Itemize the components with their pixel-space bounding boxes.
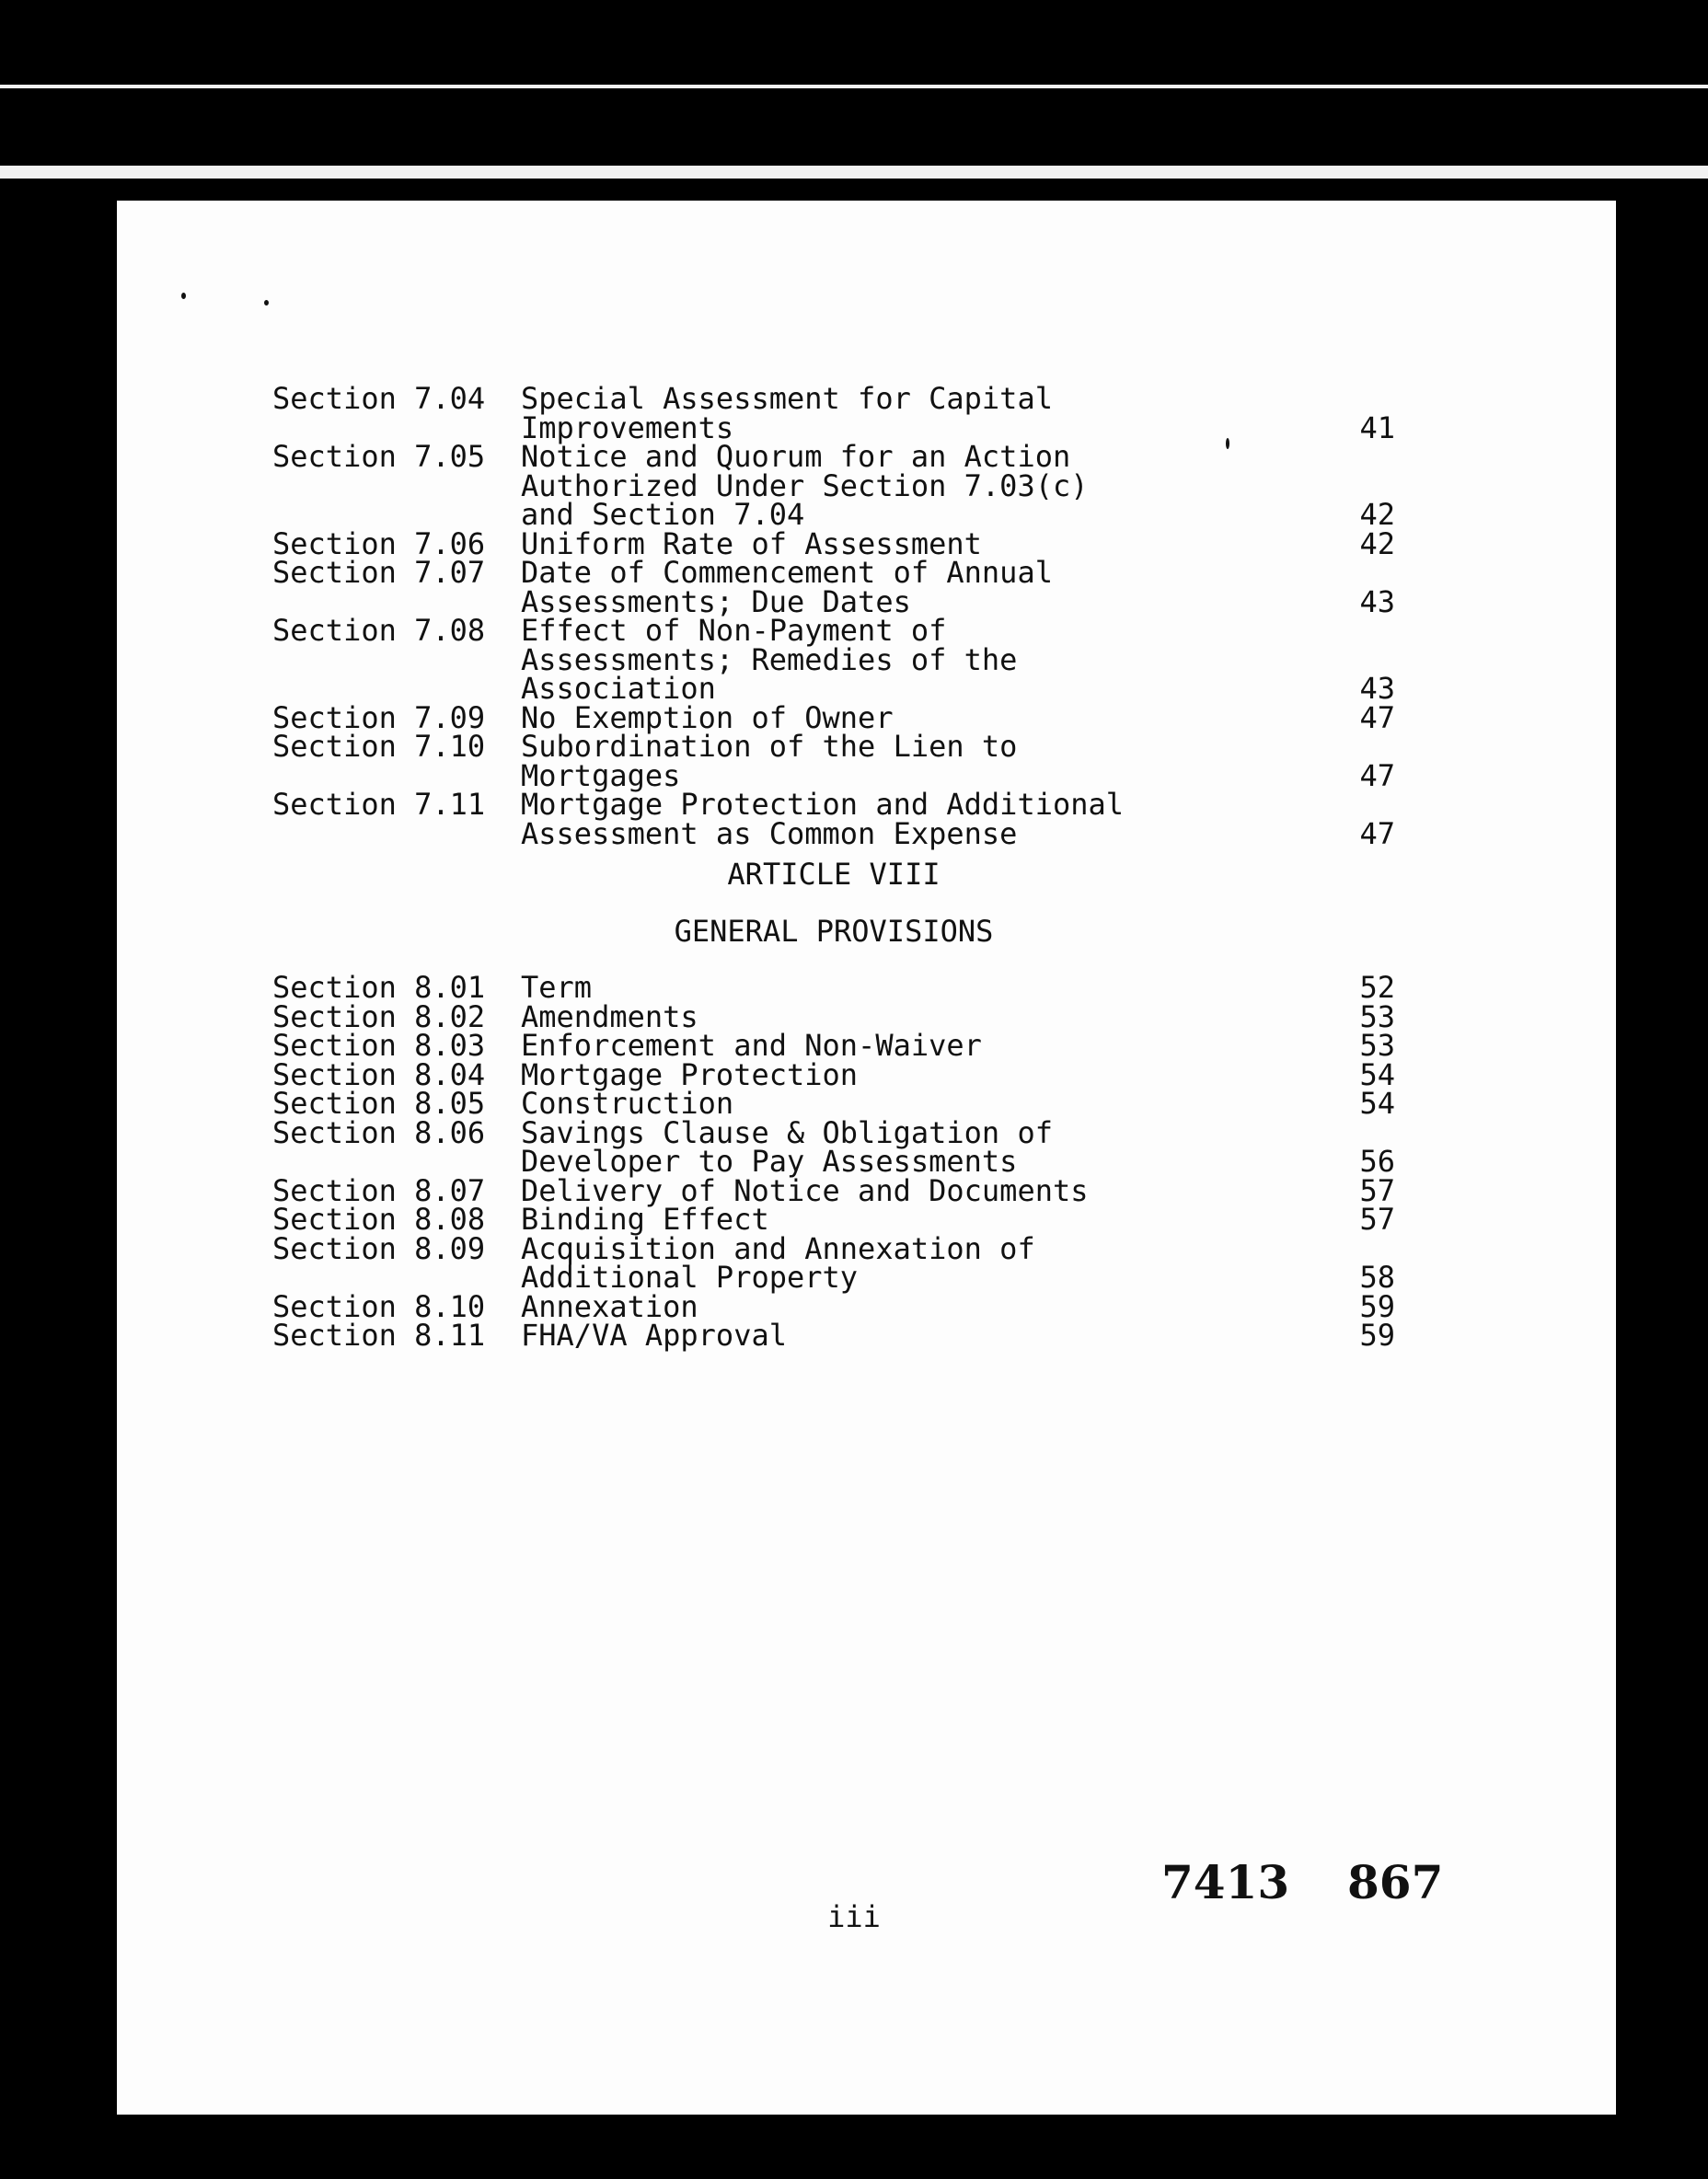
section-title-line: Annexation <box>521 1288 698 1324</box>
table-of-contents <box>272 381 1395 1353</box>
toc-entry <box>272 1318 1395 1353</box>
toc-entry <box>272 787 1395 851</box>
section-page-number: 56 <box>1359 1144 1395 1179</box>
section-number: Section 8.02 <box>272 998 486 1034</box>
section-page-number: 54 <box>1359 1086 1395 1121</box>
section-title <box>521 1202 1202 1237</box>
section-number: Section 7.08 <box>272 613 486 648</box>
section-title-line: Delivery of Notice and Documents <box>521 1172 1089 1208</box>
section-title-line: No Exemption of Owner <box>521 699 894 735</box>
section-page-number: 42 <box>1359 497 1395 532</box>
section-title-line: Savings Clause & Obligation of <box>521 1114 1053 1150</box>
stamp-number-left: 7413 <box>1161 1855 1290 1909</box>
section-page-number: 47 <box>1359 815 1395 851</box>
section-title-line: Subordination of the Lien to <box>521 729 1018 764</box>
section-title <box>521 613 1202 706</box>
section-title-line: Notice and Quorum for an Action <box>521 439 1071 474</box>
section-title <box>521 1114 1202 1179</box>
section-page-number: 53 <box>1359 1028 1395 1063</box>
section-title <box>521 787 1202 851</box>
section-title-line: Authorized Under Section 7.03(c) <box>521 467 1089 503</box>
section-page-number: 47 <box>1359 757 1395 793</box>
section-number: Section 8.04 <box>272 1056 486 1092</box>
section-title-line: Special Assessment for Capital <box>521 381 1053 416</box>
section-number: Section 7.04 <box>272 381 486 416</box>
section-title-line: Assessment as Common Expense <box>521 815 1018 851</box>
section-title-line: Effect of Non-Payment of <box>521 613 947 648</box>
section-title <box>521 1230 1202 1295</box>
toc-entry <box>272 381 1395 445</box>
section-page-number: 58 <box>1359 1260 1395 1295</box>
section-number: Section 7.06 <box>272 525 486 561</box>
section-page-number: 43 <box>1359 671 1395 706</box>
section-number: Section 8.07 <box>272 1172 486 1208</box>
section-number: Section 7.07 <box>272 555 486 590</box>
section-title-line: Mortgage Protection and Additional <box>521 787 1125 822</box>
toc-entry <box>272 555 1395 619</box>
section-title <box>521 439 1202 532</box>
section-number: Section 8.09 <box>272 1230 486 1266</box>
section-page-number: 42 <box>1359 525 1395 561</box>
stamp-number-right: 867 <box>1347 1855 1444 1909</box>
toc-entry <box>272 1028 1395 1063</box>
section-title <box>521 729 1202 793</box>
article8-section-list <box>272 970 1395 1353</box>
section-number: Section 7.11 <box>272 787 486 822</box>
section-page-number: 57 <box>1359 1172 1395 1208</box>
section-title-line: Assessments; Remedies of the <box>521 641 1018 677</box>
section-title-line: Improvements <box>521 409 734 445</box>
toc-entry <box>272 1086 1395 1121</box>
section-page-number: 53 <box>1359 998 1395 1034</box>
section-title <box>521 381 1202 445</box>
toc-entry <box>272 729 1395 793</box>
toc-entry <box>272 439 1395 532</box>
toc-entry <box>272 1230 1395 1295</box>
toc-entry <box>272 613 1395 706</box>
page-number-roman: iii <box>827 1899 881 1934</box>
section-title-line: Mortgages <box>521 757 681 793</box>
section-page-number: 57 <box>1359 1202 1395 1237</box>
scan-top-line <box>0 85 1708 88</box>
article7-section-list <box>272 381 1395 851</box>
section-title-line: and Section 7.04 <box>521 497 805 532</box>
section-title-line: Amendments <box>521 998 698 1034</box>
section-title-line: Term <box>521 970 593 1005</box>
section-number: Section 8.06 <box>272 1114 486 1150</box>
section-title-line: Construction <box>521 1086 734 1121</box>
section-number: Section 8.10 <box>272 1288 486 1324</box>
section-number: Section 7.09 <box>272 699 486 735</box>
section-title <box>521 1028 1202 1063</box>
section-page-number: 59 <box>1359 1288 1395 1324</box>
scan-speck <box>264 300 269 306</box>
section-title-line: Association <box>521 671 716 706</box>
section-number: Section 8.05 <box>272 1086 486 1121</box>
section-title-line: Additional Property <box>521 1260 859 1295</box>
section-number: Section 8.03 <box>272 1028 486 1063</box>
scan-white-band <box>0 166 1708 179</box>
section-number: Section 8.11 <box>272 1318 486 1353</box>
section-title-line: Uniform Rate of Assessment <box>521 525 982 561</box>
section-page-number: 47 <box>1359 699 1395 735</box>
section-number: Section 8.01 <box>272 970 486 1005</box>
toc-entry <box>272 1114 1395 1179</box>
article-subheading: GENERAL PROVISIONS <box>674 914 994 949</box>
section-number: Section 8.08 <box>272 1202 486 1237</box>
section-page-number: 43 <box>1359 583 1395 619</box>
section-title <box>521 1318 1202 1353</box>
section-title-line: Mortgage Protection <box>521 1056 859 1092</box>
section-page-number: 41 <box>1359 409 1395 445</box>
section-title <box>521 970 1202 1005</box>
section-page-number: 54 <box>1359 1056 1395 1092</box>
scan-speck <box>181 293 186 299</box>
section-title-line: Binding Effect <box>521 1202 769 1237</box>
section-title-line: Date of Commencement of Annual <box>521 555 1053 590</box>
section-title-line: Developer to Pay Assessments <box>521 1144 1018 1179</box>
section-number: Section 7.05 <box>272 439 486 474</box>
section-title <box>521 1086 1202 1121</box>
article-heading: ARTICLE VIII <box>727 857 941 892</box>
section-title-line: Assessments; Due Dates <box>521 583 911 619</box>
section-title-line: Enforcement and Non-Waiver <box>521 1028 982 1063</box>
section-page-number: 59 <box>1359 1318 1395 1353</box>
section-page-number: 52 <box>1359 970 1395 1005</box>
section-title <box>521 555 1202 619</box>
toc-entry <box>272 1202 1395 1237</box>
section-title-line: Acquisition and Annexation of <box>521 1230 1035 1266</box>
section-number: Section 7.10 <box>272 729 486 764</box>
section-title-line: FHA/VA Approval <box>521 1318 787 1353</box>
toc-entry <box>272 970 1395 1005</box>
